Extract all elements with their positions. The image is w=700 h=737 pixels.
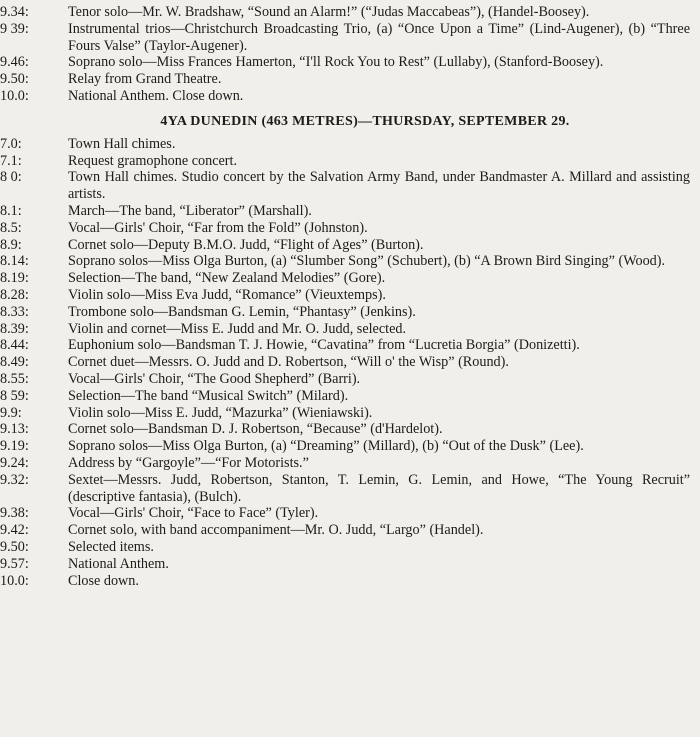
programme-entry bbox=[0, 54, 690, 71]
entry-text: Soprano solos—Miss Olga Burton, (a) “Dreaming” (Millard), (b) “Out of the Dusk” (Lee). bbox=[68, 438, 584, 455]
programme-entry bbox=[0, 539, 690, 556]
programme-entry bbox=[0, 220, 690, 237]
entry-time: 8 0: bbox=[0, 169, 22, 186]
entry-text: Violin solo—Miss E. Judd, “Mazurka” (Wieniawski). bbox=[68, 404, 373, 421]
entry-text: March—The band, “Liberator” (Marshall). bbox=[68, 202, 312, 219]
programme-entry bbox=[0, 371, 690, 388]
entry-time: 7.1: bbox=[0, 152, 22, 169]
entry-time: 8.49: bbox=[0, 354, 29, 371]
entry-text: Instrumental trios—Christchurch Broadcasting Trio, (a) “Once Upon a Time” (Lind-Augener), (b) “Three Fours Valse” (Taylor-Augener). bbox=[68, 20, 690, 54]
entry-time: 9.42: bbox=[0, 522, 29, 539]
entry-text: Violin solo—Miss Eva Judd, “Romance” (Vieuxtemps). bbox=[68, 286, 386, 303]
entry-time: 9.24: bbox=[0, 454, 29, 471]
entry-time: 8.28: bbox=[0, 286, 29, 303]
entry-text: Address by “Gargoyle”—“For Motorists.” bbox=[68, 454, 309, 471]
programme-entry bbox=[0, 136, 690, 153]
entry-text: Selection—The band, “New Zealand Melodies” (Gore). bbox=[68, 270, 386, 287]
entry-time: 8 59: bbox=[0, 387, 29, 404]
entry-time: 8.14: bbox=[0, 253, 29, 270]
entry-time: 8.55: bbox=[0, 370, 29, 387]
entry-time: 9.9: bbox=[0, 404, 22, 421]
programme-entry bbox=[0, 237, 690, 254]
programme-entry bbox=[0, 388, 690, 405]
entry-time: 8.9: bbox=[0, 236, 22, 253]
entry-time: 8.44: bbox=[0, 337, 29, 354]
programme-entry bbox=[0, 4, 690, 21]
entry-text: Cornet solo, with band accompaniment—Mr. O. Judd, “Largo” (Handel). bbox=[68, 522, 484, 539]
entry-text: Town Hall chimes. Studio concert by the Salvation Army Band, under Bandmaster A. Millard and assisting artists. bbox=[68, 169, 690, 203]
programme-entry bbox=[0, 472, 690, 506]
programme-entry bbox=[0, 405, 690, 422]
entry-time: 8.39: bbox=[0, 320, 29, 337]
programme-entry bbox=[0, 455, 690, 472]
programme-entry bbox=[0, 556, 690, 573]
entry-time: 10.0: bbox=[0, 87, 29, 104]
programme-entry bbox=[0, 169, 690, 203]
entry-time: 8.5: bbox=[0, 219, 22, 236]
entry-text: Town Hall chimes. bbox=[68, 135, 176, 152]
programme-entry bbox=[0, 21, 690, 55]
programme-entry bbox=[0, 354, 690, 371]
entry-text: Soprano solo—Miss Frances Hamerton, “I'll Rock You to Rest” (Lullaby), (Stanford-Boosey). bbox=[68, 54, 604, 71]
entry-text: Selection—The band “Musical Switch” (Milard). bbox=[68, 387, 349, 404]
programme-entry bbox=[0, 522, 690, 539]
entry-text: Cornet solo—Deputy B.M.O. Judd, “Flight of Ages” (Burton). bbox=[68, 236, 424, 253]
entry-text: Close down. bbox=[68, 572, 139, 589]
christchurch-programme-continued bbox=[0, 4, 690, 105]
programme-entry bbox=[0, 573, 690, 590]
entry-time: 9.38: bbox=[0, 505, 29, 522]
entry-time: 9.13: bbox=[0, 421, 29, 438]
entry-time: 8.33: bbox=[0, 303, 29, 320]
entry-text: Tenor solo—Mr. W. Bradshaw, “Sound an Alarm!” (“Judas Maccabeas”), (Handel-Boosey). bbox=[68, 4, 590, 20]
entry-text: Relay from Grand Theatre. bbox=[68, 71, 222, 88]
entry-text: Vocal—Girls' Choir, “Far from the Fold” (Johnston). bbox=[68, 219, 368, 236]
entry-text: Selected items. bbox=[68, 538, 154, 555]
entry-time: 9.50: bbox=[0, 71, 29, 88]
entry-text: Vocal—Girls' Choir, “The Good Shepherd” (Barri). bbox=[68, 370, 361, 387]
entry-text: Cornet duet—Messrs. O. Judd and D. Robertson, “Will o' the Wisp” (Round). bbox=[68, 354, 509, 371]
programme-entry bbox=[0, 203, 690, 220]
entry-time: 9.50: bbox=[0, 538, 29, 555]
programme-entry bbox=[0, 421, 690, 438]
programme-entry bbox=[0, 505, 690, 522]
entry-text: Euphonium solo—Bandsman T. J. Howie, “Cavatina” from “Lucretia Borgia” (Donizetti). bbox=[68, 337, 580, 354]
programme-entry bbox=[0, 88, 690, 105]
programme-entry bbox=[0, 153, 690, 170]
station-heading: 4YA DUNEDIN (463 METRES)—THURSDAY, SEPTEMBER 29. bbox=[160, 113, 570, 129]
entry-text: National Anthem. Close down. bbox=[68, 87, 244, 104]
entry-time: 9.46: bbox=[0, 54, 29, 71]
entry-text: Trombone solo—Bandsman G. Lemin, “Phantasy” (Jenkins). bbox=[68, 303, 416, 320]
entry-time: 8.19: bbox=[0, 270, 29, 287]
programme-entry bbox=[0, 253, 690, 270]
entry-time: 10.0: bbox=[0, 572, 29, 589]
entry-text: Violin and cornet—Miss E. Judd and Mr. O. Judd, selected. bbox=[68, 320, 407, 337]
entry-text: Request gramophone concert. bbox=[68, 152, 238, 169]
programme-entry bbox=[0, 287, 690, 304]
entry-time: 9.57: bbox=[0, 555, 29, 572]
programme-entry bbox=[0, 337, 690, 354]
entry-time: 7.0: bbox=[0, 135, 22, 152]
entry-time: 9.32: bbox=[0, 471, 29, 488]
entry-text: Soprano solos—Miss Olga Burton, (a) “Slumber Song” (Schubert), (b) “A Brown Bird Singing” (Wood). bbox=[68, 253, 666, 270]
programme-entry bbox=[0, 321, 690, 338]
entry-text: National Anthem. bbox=[68, 555, 169, 572]
dunedin-programme bbox=[0, 136, 690, 590]
entry-time: 9.34: bbox=[0, 4, 29, 20]
entry-text: Cornet solo—Bandsman D. J. Robertson, “Because” (d'Hardelot). bbox=[68, 421, 443, 438]
entry-text: Sextet—Messrs. Judd, Robertson, Stanton, T. Lemin, G. Lemin, and Howe, “The Young Recruit” (descriptive fantasia), (Bulch). bbox=[68, 471, 690, 505]
programme-page bbox=[0, 4, 690, 589]
entry-time: 9.19: bbox=[0, 438, 29, 455]
programme-entry bbox=[0, 270, 690, 287]
entry-text: Vocal—Girls' Choir, “Face to Face” (Tyler). bbox=[68, 505, 319, 522]
programme-entry bbox=[0, 304, 690, 321]
entry-time: 8.1: bbox=[0, 202, 22, 219]
programme-entry bbox=[0, 71, 690, 88]
entry-time: 9 39: bbox=[0, 20, 29, 37]
programme-entry bbox=[0, 438, 690, 455]
